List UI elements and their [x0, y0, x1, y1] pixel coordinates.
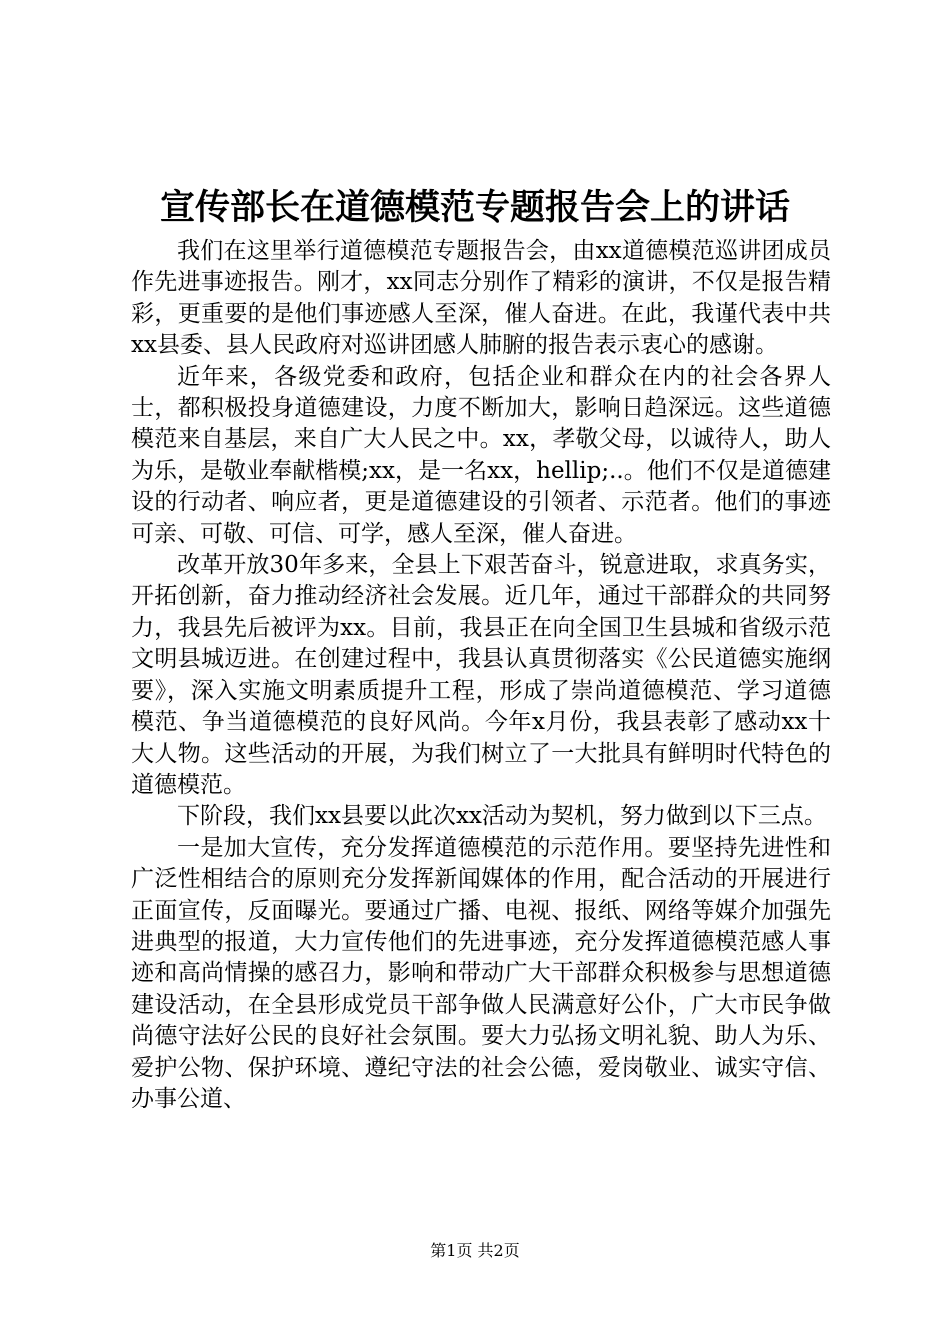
page-footer: 第1页 共2页	[430, 1241, 520, 1260]
paragraph-3: 改革开放30年多来，全县上下艰苦奋斗，锐意进取，求真务实，开拓创新，奋力推动经济社会发展。近几年，通过干部群众的共同努力，我县先后被评为xx。目前，我县正在向全国卫生县城和省级示范文明县城迈进。在创建过程中，我县认真贯彻落实《公民道德实施纲要》，深入实施文明素质提升工程，形成了崇尚道德模范、学习道德模范、争当道德模范的良好风尚。今年x月份，我县表彰了感动xx十大人物。这些活动的开展，为我们树立了一大批具有鲜明时代特色的道德模范。	[131, 552, 831, 798]
paragraph-4: 下阶段，我们xx县要以此次xx活动为契机，努力做到以下三点。	[177, 803, 827, 830]
paragraph-5: 一是加大宣传，充分发挥道德模范的示范作用。要坚持先进性和广泛性相结合的原则充分发挥新闻媒体的作用，配合活动的开展进行正面宣传，反面曝光。要通过广播、电视、报纸、网络等媒介加强先进典型的报道，大力宣传他们的先进事迹，充分发挥道德模范感人事迹和高尚情操的感召力，影响和带动广大干部群众积极参与思想道德建设活动，在全县形成党员干部争做人民满意好公仆，广大市民争做尚德守法好公民的良好社会氛围。要大力弘扬文明礼貌、助人为乐、爱护公物、保护环境、遵纪守法的社会公德，爱岗敬业、诚实守信、办事公道、	[131, 834, 831, 1112]
page-title: 宣传部长在道德模范专题报告会上的讲话	[159, 187, 790, 228]
paragraph-1: 我们在这里举行道德模范专题报告会，由xx道德模范巡讲团成员作先进事迹报告。刚才，xx同志分别作了精彩的演讲，不仅是报告精彩，更重要的是他们事迹感人至深，催人奋进。在此，我谨代表中共xx县委、县人民政府对巡讲团感人肺腑的报告表示衷心的感谢。	[131, 238, 831, 359]
document-body	[131, 236, 831, 1115]
paragraph-2: 近年来，各级党委和政府，包括企业和群众在内的社会各界人士，都积极投身道德建设，力度不断加大，影响日趋深远。这些道德模范来自基层，来自广大人民之中。xx，孝敬父母，以诚待人，助人为乐，是敬业奉献楷模;xx，是一名xx，hellip;..。他们不仅是道德建设的行动者、响应者，更是道德建设的引领者、示范者。他们的事迹可亲、可敬、可信、可学，感人至深，催人奋进。	[131, 363, 831, 547]
